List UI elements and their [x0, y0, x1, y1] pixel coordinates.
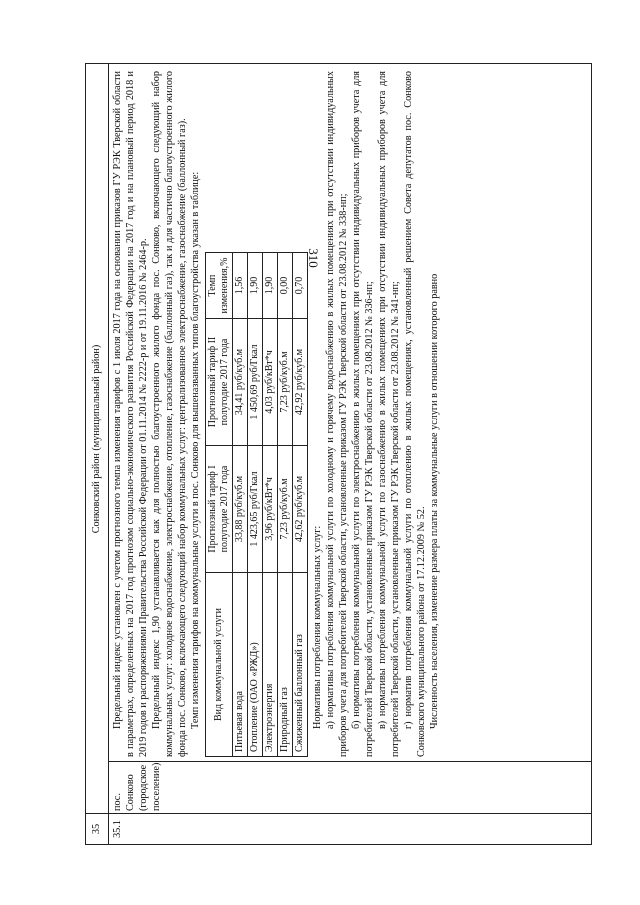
paragraph-norms-heading: Нормативы потребления коммунальных услуг: [312, 525, 323, 729]
table-row [248, 253, 263, 757]
table-cell: 0,70 [293, 253, 308, 319]
table-cell: 42,92 руб/куб.м [293, 319, 308, 446]
table-cell: 1,56 [233, 253, 248, 319]
table-header: Прогнозный тариф II полугодие 2017 года [206, 319, 233, 446]
district-header-row [86, 64, 109, 844]
district-num: 35 [91, 823, 102, 835]
paragraph-index-190: Предельный индекс 1,90 устанавливается как для полностью благоустроенного жилого фонда пос. Сонково, включающего следующий набор коммунальных услуг: холодное водоснабжение, электроснабжение, отопление, газоснабжение (баллонный газ), так и для частично благоустроенного жилого фонда пос. Сонково, включающего следующий набор коммунальных услуг: централизованное электроснабжение, газоснабжение (баллонный газ). [151, 71, 188, 757]
paragraph-norm-gas: в) нормативы потребления коммунальной услуги по газоснабжению в жилых помещениях при отсутствии индивидуальных приборов учета для потребителей Тверской области, установленные приказом ГУ РЭК Тверской области от 23.08.2012 № 341-нп; [377, 71, 401, 757]
table-cell: 34,41 руб/куб.м [233, 319, 248, 446]
table-cell: Электроэнергия [263, 573, 278, 757]
table-cell: Питьевая вода [233, 573, 248, 757]
table-row [233, 253, 248, 757]
entry-num: 35.1 [112, 820, 123, 838]
table-cell: Отопление (ОАО «РЖД») [248, 573, 263, 757]
entry-location-cell [108, 761, 591, 814]
table-cell: 1,90 [248, 253, 263, 319]
table-cell: Природный газ [278, 573, 293, 757]
table-cell: 3,96 руб/кВт*ч [263, 446, 278, 573]
table-cell: 1,90 [263, 253, 278, 319]
entry-body [111, 71, 441, 757]
table-row [263, 253, 278, 757]
paragraph-norm-heating: г) норматив потребления коммунальной услуги по отоплению в жилых помещениях, установленный решением Совета депутатов пос. Сонково Сонковского муниципального района от 17.12.2009 № 52. [403, 71, 427, 757]
paragraph-norm-water: а) нормативы потребления коммунальной услуги по холодному и горячему водоснабжению в жилых помещениях при отсутствии индивидуальных приборов учета для потребителей Тверской области, установленные приказом ГУ РЭК Тверской области от 23.08.2012 № 338-нп; [325, 71, 349, 757]
table-cell: 1 423,65 руб/Гкал [248, 446, 263, 573]
entry-num-cell [108, 813, 591, 844]
table-header-row [206, 253, 233, 757]
table-header: Прогнозный тариф I полугодие 2017 года [206, 446, 233, 573]
paragraph-norm-electricity: б) нормативы потребления коммунальной услуги по электроснабжению в жилых помещениях при отсутствии индивидуальных приборов учета для потребителей Тверской области, установленные приказом ГУ РЭК Тверской области от 23.08.2012 № 336-нп; [351, 71, 375, 757]
district-num-cell [86, 813, 108, 844]
table-cell: 1 450,69 руб/Гкал [248, 319, 263, 446]
table-cell: 42,62 руб/куб.м [293, 446, 308, 573]
table-cell: 7,23 руб/куб.м [278, 319, 293, 446]
rotated-page [85, 65, 590, 845]
table-cell: 33,88 руб/куб.м [233, 446, 248, 573]
table-row [278, 253, 293, 757]
paragraph-table-intro: Темп изменения тарифов на коммунальные услуги в пос. Сонково для вышеназванных типов благоустройства указан в таблице: [190, 171, 201, 729]
tariff-table [205, 252, 308, 757]
table-cell: 7,23 руб/куб.м [278, 446, 293, 573]
paragraph-population: Численность населения, изменение размера платы за коммунальные услуги в отношении которого равно [429, 273, 440, 729]
table-header: Темп изменения,% [206, 253, 233, 319]
table-cell: 0,00 [278, 253, 293, 319]
table-row [293, 253, 308, 757]
district-title: Сонковский район (муниципальный район) [91, 344, 102, 534]
entry-location: пос. Сонково (городское поселение) [112, 762, 162, 811]
paragraph-tariff-basis: Предельный индекс установлен с учетом прогнозного темпа изменения тарифов с 1 июля 2017 года на основании приказов ГУ РЭК Тверской области в параметрах, определенных на 2017 год прогнозом социально-экономического развития Российской Федерации на 2017 год и на плановый период 2018 и 2019 годов и распоряжениями Правительства Российской Федерации от 01.11.2014 № 2222-р и от 19.11.2016 № 2464-р. [112, 71, 149, 757]
table-cell: 4,03 руб/кВт*ч [263, 319, 278, 446]
table-header: Вид коммунальной услуги [206, 573, 233, 757]
table-cell: Сжиженный баллонный газ [293, 573, 308, 757]
page-number: 310 [305, 248, 321, 268]
